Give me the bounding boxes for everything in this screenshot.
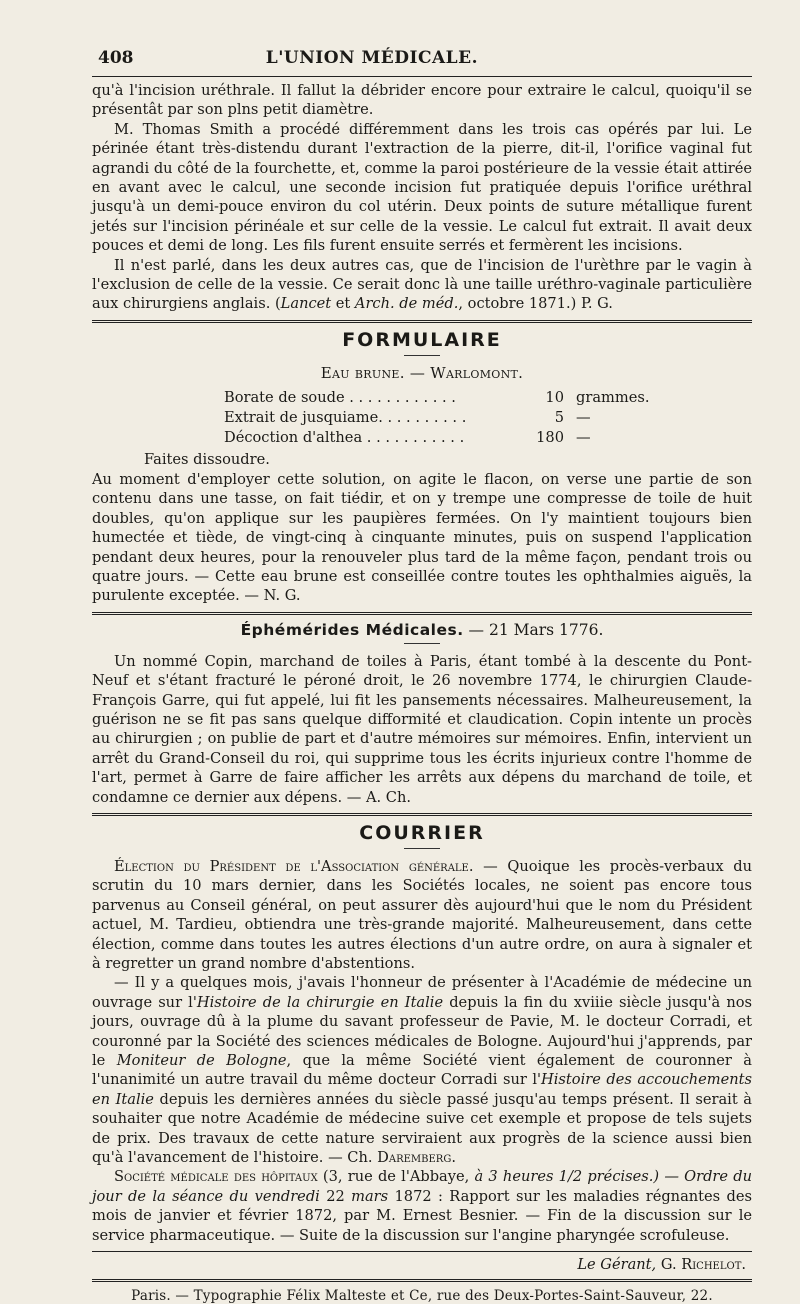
histoire-text: — Il y a quelques mois, j'avais l'honneur de présenter à l'Académie de médecine un ouvrage sur l'	[92, 974, 752, 1011]
intro-p3-text: Il n'est parlé, dans les deux autres cas, que de l'incision de l'urèthre par le vagin à l'exclusion de celle de la vessie. Ce serait donc là une taille uréthro-vaginale particulière aux chirurgiens anglais. (	[92, 256, 752, 313]
ingredient-unit: —	[576, 428, 591, 446]
signature-rule	[92, 1251, 752, 1252]
ephemerides-body: Un nommé Copin, marchand de toiles à Paris, étant tombé à la descente du Pont-Neuf et s'étant fracturé le péroné droit, le 26 novembre 1774, le chirurgien Claude-François Garre, qui fut appelé, lui fit les pansements nécessaires. Malheureusement, la guérison ne se fit pas sans quelque difformité et claudication. Copin intente un procès au chirurgien ; on publie de part et d'autre mémoires sur mémoires. Enfin, intervient un arrêt du Grand-Conseil du roi, qui supprime tous les écrits injurieux contre l'homme de l'art, permet à Garre de faire afficher les arrêts aux dépens du marchand de toile, et condamne ce dernier aux dépens. — A. Ch.	[92, 652, 752, 806]
recipe-title: Eau brune. — Warlomont.	[320, 363, 524, 382]
intro-p3-et: et	[331, 295, 355, 313]
ephemerides-heading	[92, 621, 752, 639]
gerant-signature	[92, 1256, 746, 1273]
histoire-text: , que la même Société vient également de couronner à l'unanimité un autre travail du même docteur Corradi sur l'	[92, 1052, 753, 1089]
societe-text: 1872 : Rapport sur les maladies régnantes des mois de janvier et février 1872, par M. Ernest Besnier. — Fin de la discussion sur le service pharmaceutique. — Suite de la discussion sur l'angine pharyngée scrofuleuse.	[92, 1187, 752, 1244]
recipe-instruction: Faites dissoudre.	[144, 450, 270, 468]
courrier-histoire	[92, 973, 752, 1167]
societe-lead: Société médicale des hôpitaux	[114, 1168, 318, 1186]
histoire-text: depuis les dernières années du siècle passé jusqu'au temps présent. Il serait à souhaiter que notre Académie de médecine suive cet exemple et propose de tels sujets de prix. Des travaux de cette nature serviraient aux progrès de la science aussi bien qu'à l'avancement de l'histoire. — Ch.	[92, 1090, 752, 1167]
journal-title: L'UNION MÉDICALE.	[265, 48, 478, 68]
recipe-list	[92, 388, 752, 448]
ingredient-qty: 10	[545, 388, 564, 406]
footer-rule	[92, 1279, 752, 1282]
heading-underline	[404, 643, 440, 644]
histoire-title-chirurgie: Histoire de la chirurgie en Italie	[196, 993, 444, 1011]
heading-underline	[404, 848, 440, 849]
societe-text: 22	[319, 1187, 352, 1205]
intro-p3-cite-lancet: Lancet	[280, 295, 332, 313]
formulaire-body: Au moment d'employer cette solution, on agite le flacon, on verse une partie de son contenu dans une tasse, on fait tiédir, et on y trempe une compresse de toile de huit doubles, qu'on applique sur les paupières fermées. On l'y maintient toujours bien humectée et tiède, de vingt-cinq à cinquante minutes, puis on suspend l'application pendant deux heures, pour la renouveler plus tard de la même façon, pendant trois ou quatre jours. — Cette eau brune est conseillée contre toutes les ophthalmies aiguës, la purulente exceptée. — N. G.	[92, 470, 752, 605]
header-rule	[92, 76, 752, 77]
intro-paragraph-1: qu'à l'incision uréthrale. Il fallut la débrider encore pour extraire le calcul, quoiqu'il se présentât par son plns petit diamètre.	[92, 82, 752, 119]
ephemerides-date: — 21 Mars 1776.	[463, 620, 604, 639]
ingredient-name: Borate de soude . . . . . . . . . . . .	[224, 388, 456, 406]
gerant-label: Le Gérant,	[577, 1256, 657, 1274]
intro-p3-cite-arch: Arch. de méd.	[354, 295, 459, 313]
histoire-title-moniteur: Moniteur de Bologne	[116, 1052, 287, 1070]
section-divider	[92, 612, 752, 615]
ingredient-unit: —	[576, 408, 591, 426]
formulaire-heading: FORMULAIRE	[342, 328, 502, 351]
courrier-section	[92, 822, 752, 1245]
societe-italic: mars	[351, 1187, 389, 1205]
courrier-societe	[92, 1167, 752, 1245]
intro-section	[92, 81, 752, 314]
ingredient-qty: 5	[554, 408, 564, 426]
societe-text: (3, rue de l'Abbaye,	[317, 1168, 475, 1186]
histoire-text: depuis la fin du xviiie siècle jusqu'à nos jours, ouvrage dû à la plume du savant professeur de Pavie, M. le docteur Corradi, et couronné par la Société des sciences médicales de Bologne. Aujourd'hui j'apprends, par le	[92, 993, 752, 1070]
printer-imprint: Paris. — Typographie Félix Malteste et Ce, rue des Deux-Portes-Saint-Sauveur, 22.	[131, 1288, 713, 1304]
heading-underline	[404, 355, 440, 356]
ingredient-name: Décoction d'althea . . . . . . . . . . .	[224, 428, 465, 446]
ingredient-qty: 180	[536, 428, 564, 446]
page-header	[92, 40, 752, 74]
histoire-signature: Daremberg.	[377, 1149, 456, 1167]
election-body: — Quoique les procès-verbaux du scrutin du 10 mars dernier, dans les Sociétés locales, ne soient pas encore tous parvenus au Conseil général, on peut assurer dès aujourd'hui que le nom du Président actuel, M. Tardieu, obtiendra une très-grande majorité. Malheureusement, dans cette élection, comme dans toutes les autres élections d'un autre ordre, on aura à signaler et à regretter un grand nombre d'abstentions.	[92, 857, 752, 972]
election-lead: Élection du Président de l'Association générale.	[114, 857, 474, 875]
histoire-title-accouchements: Histoire des accouchements en Italie	[92, 1071, 752, 1108]
intro-p3-end: , octobre 1871.) P. G.	[458, 295, 613, 313]
intro-paragraph-2: M. Thomas Smith a procédé différemment dans les trois cas opérés par lui. Le périnée étant très-distendu durant l'extraction de la pierre, dit-il, l'orifice vaginal fut agrandi du côté de la fourchette, et, comme la paroi postérieure de la vessie était attirée en avant avec le calcul, une seconde incision fut pratiquée depuis l'orifice uréthral jusqu'à un demi-pouce environ du col utérin. Deux points de suture métallique furent jetés sur l'incision périnéale et sur celle de la vessie. Le calcul fut extrait. Il avait deux pouces et demi de long. Les fils furent ensuite serrés et fermèrent les incisions.	[92, 120, 752, 255]
ingredient-unit: grammes.	[576, 388, 650, 406]
recipe-row	[92, 388, 752, 408]
ingredient-name: Extrait de jusquiame. . . . . . . . . .	[224, 408, 467, 426]
ephemerides-title: Éphémérides Médicales.	[240, 620, 464, 639]
recipe-row	[92, 408, 752, 428]
courrier-election	[92, 857, 752, 973]
page-number: 408	[98, 48, 134, 68]
intro-paragraph-3	[92, 256, 752, 314]
societe-italic: à 3 heures 1/2 précises.) — Ordre du jour de la séance du vendredi	[92, 1168, 752, 1205]
courrier-heading: COURRIER	[359, 821, 485, 844]
section-divider	[92, 320, 752, 323]
formulaire-section	[92, 329, 752, 606]
ephemerides-section	[92, 621, 752, 807]
recipe-row	[92, 428, 752, 448]
section-divider	[92, 813, 752, 816]
gerant-name: G. Richelot.	[656, 1256, 746, 1274]
